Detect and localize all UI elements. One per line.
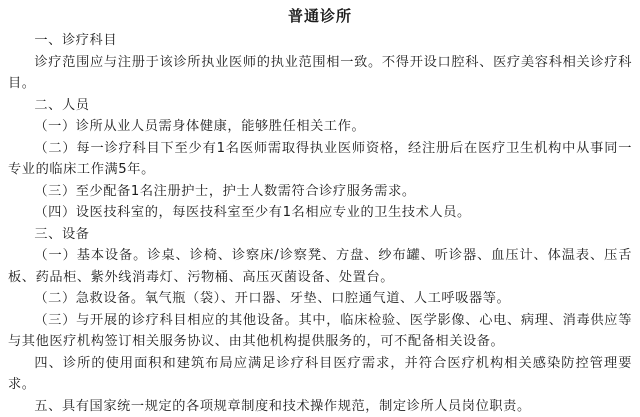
document-title: 普通诊所 (8, 6, 632, 26)
section-five-rules: 五、具有国家统一规定的各项规章制度和技术操作规范，制定诊所人员岗位职责。 (8, 396, 632, 417)
section-heading-staff: 二、人员 (8, 95, 632, 117)
paragraph-staff-3: （三）至少配备1名注册护士，护士人数需符合诊疗服务需求。 (8, 181, 632, 203)
paragraph-subjects-scope: 诊疗范围应与注册于该诊所执业医师的执业范围相一致。不得开设口腔科、医疗美容科相关诊疗科目。 (8, 52, 632, 95)
paragraph-staff-4: （四）设医技科室的，每医技科室至少有1名相应专业的卫生技术人员。 (8, 202, 632, 224)
section-four-facility: 四、诊所的使用面积和建筑布局应满足诊疗科目医疗需求，并符合医疗机构相关感染防控管理要求。 (8, 353, 632, 396)
paragraph-staff-1: （一）诊所从业人员需身体健康，能够胜任相关工作。 (8, 116, 632, 138)
paragraph-equipment-3: （三）与开展的诊疗科目相应的其他设备。其中，临床检验、医学影像、心电、病理、消毒供应等与其他医疗机构签订相关服务协议、由其他机构提供服务的，可不配备相关设备。 (8, 310, 632, 353)
paragraph-equipment-1: （一）基本设备。诊桌、诊椅、诊察床/诊察凳、方盘、纱布罐、听诊器、血压计、体温表、压舌板、药品柜、紫外线消毒灯、污物桶、高压灭菌设备、处置台。 (8, 245, 632, 288)
paragraph-equipment-2: （二）急救设备。氧气瓶（袋）、开口器、牙垫、口腔通气道、人工呼吸器等。 (8, 288, 632, 310)
section-heading-equipment: 三、设备 (8, 224, 632, 246)
paragraph-staff-2: （二）每一诊疗科目下至少有1名医师需取得执业医师资格，经注册后在医疗卫生机构中从事同一专业的临床工作满5年。 (8, 138, 632, 181)
section-heading-subjects: 一、诊疗科目 (8, 30, 632, 52)
